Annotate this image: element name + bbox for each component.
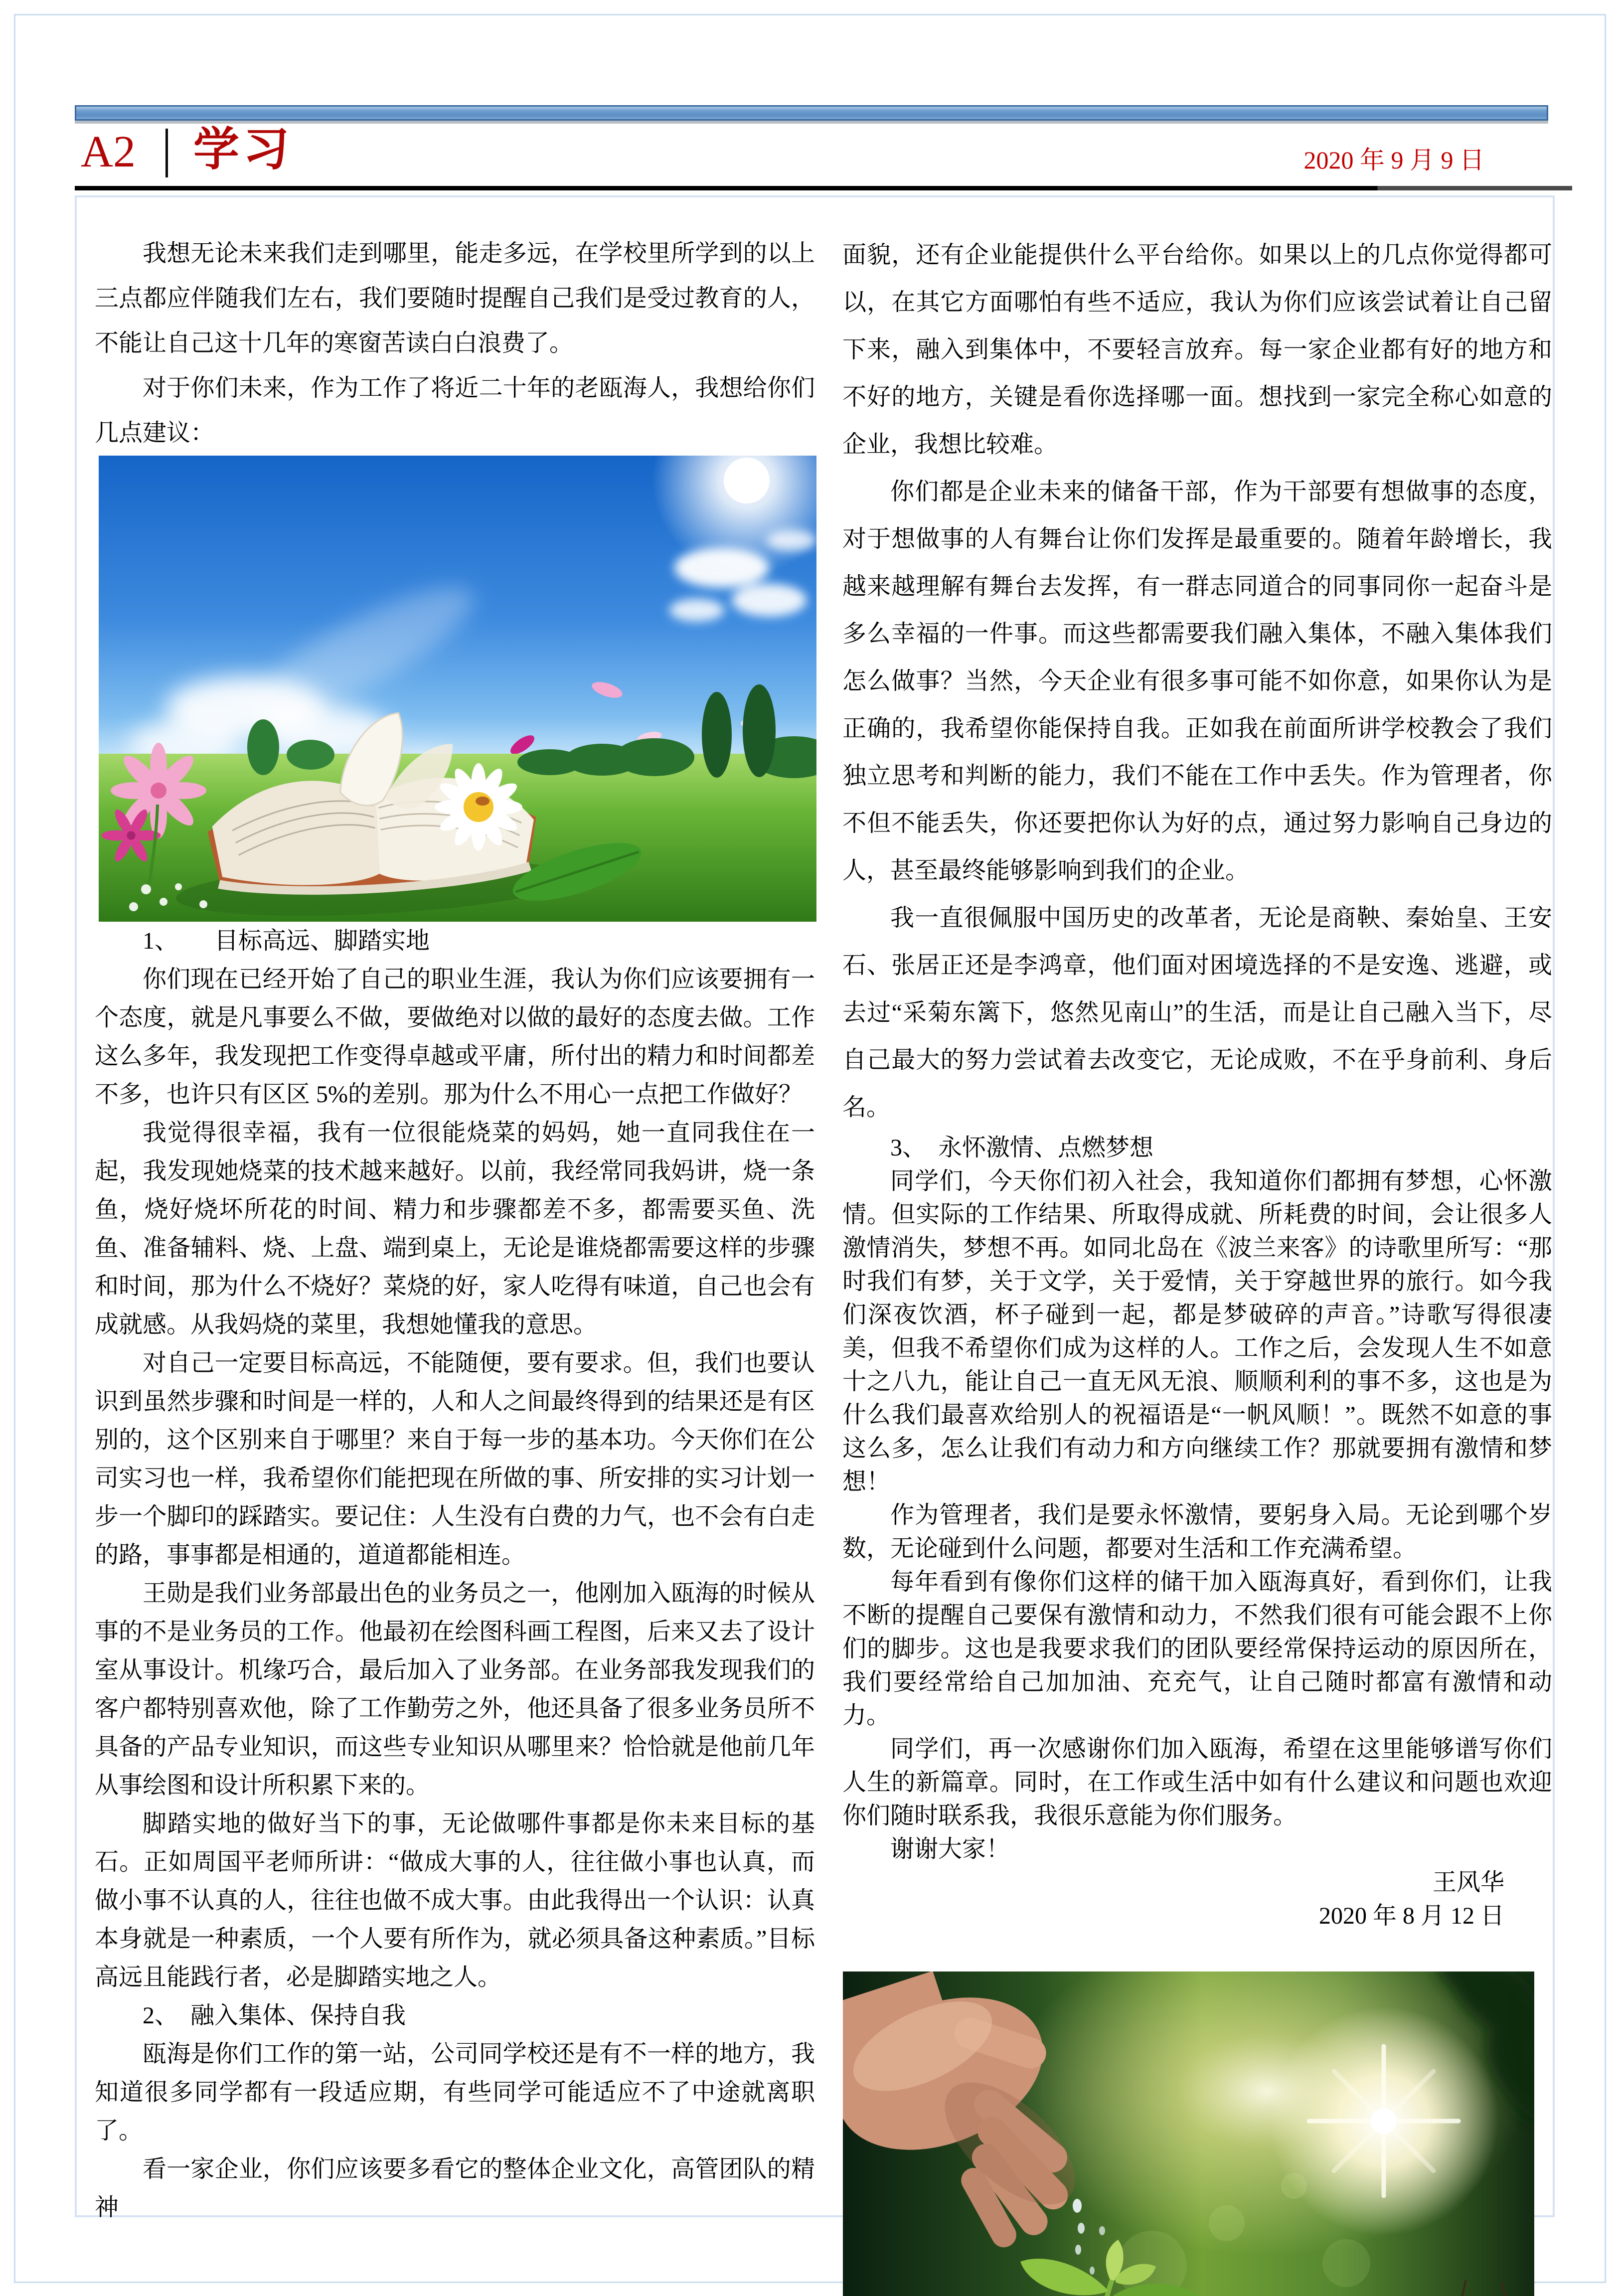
article-paragraph: 同学们，今天你们初入社会，我知道你们都拥有梦想，心怀激情。但实际的工作结果、所取得成就、所耗费的时间，会让很多人激情消失，梦想不再。如同北岛在《波兰来客》的诗歌里所写：“那时我们有梦，关于文学，关于爱情，关于穿越世界的旅行。如今我们深夜饮酒，杯子碰到一起，都是梦破碎的声音。”诗歌写得很凄美，但我不希望你们成为这样的人。工作之后，会发现人生不如意十之八九，能让自己一直无风无浪、顺顺利利的事不多，这也是为什么我们最喜欢给别人的祝福语是“一帆风顺！”。既然不如意的事这么多，怎么让我们有动力和方向继续工作？那就要拥有激情和梦想！ xyxy=(842,1168,1552,1495)
hand-watering-seedling-photo xyxy=(843,1971,1534,2296)
article-paragraph: 面貌，还有企业能提供什么平台给你。如果以上的几点你觉得都可以，在其它方面哪怕有些不适应，我认为你们应该尝试着让自己留下来，融入到集体中，不要轻言放弃。每一家企业都有好的地方和不好的地方，关键是看你选择哪一面。想找到一家完全称心如意的企业，我想比较难。 xyxy=(842,242,1552,458)
article-paragraph: 对自己一定要目标高远，不能随便，要有要求。但，我们也要认识到虽然步骤和时间是一样的，人和人之间最终得到的结果还是有区别的，这个区别来自于哪里？来自于每一步的基本功。今天你们在公司实习也一样，我希望你们能把现在所做的事、所安排的实习计划一步一个脚印的踩踏实。要记住：人生没有白费的力气，也不会有白走的路，事事都是相通的，道道都能相连。 xyxy=(95,1350,815,1568)
article-paragraph: 作为管理者，我们是要永怀激情，要躬身入局。无论到哪个岁数，无论碰到什么问题，都要对生活和工作充满希望。 xyxy=(842,1502,1552,1562)
header-rule xyxy=(75,186,1572,190)
article-paragraph: 瓯海是你们工作的第一站，公司同学校还是有不一样的地方，我知道很多同学都有一段适应期，有些同学可能适应不了中途就离职了。 xyxy=(95,2041,815,2144)
hand-watering-seedling-illustration xyxy=(843,1971,1534,2296)
title-divider xyxy=(165,129,168,177)
article-paragraph: 我想无论未来我们走到哪里，能走多远，在学校里所学到的以上三点都应伴随我们左右，我们要随时提醒自己我们是受过教育的人，不能让自己这十几年的寒窗苦读白白浪费了。 xyxy=(95,240,815,356)
article-paragraph: 我觉得很幸福，我有一位很能烧菜的妈妈，她一直同我住在一起，我发现她烧菜的技术越来越好。以前，我经常同我妈讲，烧一条鱼，烧好烧坏所花的时间、精力和步骤都差不多，都需要买鱼、洗鱼、准备辅料、烧、上盘、端到桌上，无论是谁烧都需要这样的步骤和时间，那为什么不烧好？菜烧的好，家人吃得有味道，自己也会有成就感。从我妈烧的菜里，我想她懂我的意思。 xyxy=(95,1120,815,1338)
article-paragraph: 王风华 xyxy=(1432,1869,1504,1896)
bee xyxy=(476,797,489,806)
header-title-row xyxy=(80,126,1540,185)
header-bar xyxy=(75,105,1548,121)
article-paragraph: 王勋是我们业务部最出色的业务员之一，他刚加入瓯海的时候从事的不是业务员的工作。他最初在绘图科画工程图，后来又去了设计室从事设计。机缘巧合，最后加入了业务部。在业务部我发现我们的客户都特别喜欢他，除了工作勤劳之外，他还具备了很多业务员所不具备的产品专业知识，而这些专业知识从哪里来？恰恰就是他前几年从事绘图和设计所积累下来的。 xyxy=(95,1580,815,1799)
content-box xyxy=(75,195,1555,2221)
book-meadow-photo xyxy=(99,456,816,922)
article-paragraph: 1、 目标高远、脚踏实地 xyxy=(143,928,430,954)
left-column xyxy=(95,231,815,2227)
article-paragraph: 谢谢大家！ xyxy=(890,1836,1010,1862)
left-paragraphs xyxy=(95,922,815,2227)
right-column xyxy=(842,231,1552,2296)
right-lower-paragraphs xyxy=(842,1131,1552,1933)
section-title: 学习 xyxy=(193,124,294,175)
book-meadow-illustration xyxy=(99,456,816,922)
article-paragraph: 你们都是企业未来的储备干部，作为干部要有想做事的态度，对于想做事的人有舞台让你们发挥是最重要的。随着年龄增长，我越来越理解有舞台去发挥，有一群志同道合的同事同你一起奋斗是多么幸福的一件事。而这些都需要我们融入集体，不融入集体我们怎么做事？当然，今天企业有很多事可能不如你意，如果你认为是正确的，我希望你能保持自我。正如我在前面所讲学校教会了我们独立思考和判断的能力，我们不能在工作中丢失。作为管理者，你不但不能丢失，你还要把你认为好的点，通过努力影响自己身边的人，甚至最终能够影响到我们的企业。 xyxy=(842,479,1552,884)
article-paragraph: 2020 年 8 月 12 日 xyxy=(1318,1903,1504,1929)
sun-flare xyxy=(1269,2006,1498,2236)
article-paragraph: 2、 融入集体、保持自我 xyxy=(143,2002,406,2029)
article-paragraph: 每年看到有像你们这样的储干加入瓯海真好，看到你们，让我不断的提醒自己要保有激情和动力，不然我们很有可能会跟不上你们的脚步。这也是我要求我们的团队要经常保持运动的原因所在，我们要经常给自己加加油、充充气，让自己随时都富有激情和动力。 xyxy=(842,1569,1552,1729)
article-paragraph: 同学们，再一次感谢你们加入瓯海，希望在这里能够谱写你们人生的新篇章。同时，在工作或生活中如有什么建议和问题也欢迎你们随时联系我，我很乐意能为你们服务。 xyxy=(842,1736,1552,1829)
right-upper-paragraphs xyxy=(842,231,1552,1131)
article-paragraph: 我一直很佩服中国历史的改革者，无论是商鞅、秦始皇、王安石、张居正还是李鸿章，他们面对困境选择的不是安逸、逃避，或去过“采菊东篱下，悠然见南山”的生活，而是让自己融入当下，尽自己最大的努力尝试着去改变它，无论成败，不在乎身前利、身后名。 xyxy=(842,905,1552,1121)
article-paragraph: 3、 永怀激情、点燃梦想 xyxy=(890,1135,1154,1161)
article-paragraph: 脚踏实地的做好当下的事，无论做哪件事都是你未来目标的基石。正如周国平老师所讲：“做成大事的人，往往做小事也认真，而做小事不认真的人，往往也做不成大事。由此我得出一个认识：认真本身就是一种素质，一个人要有所作为，就必须具备这种素质。”目标高远且能践行者，必是脚踏实地之人。 xyxy=(95,1810,815,1990)
article-paragraph: 你们现在已经开始了自己的职业生涯，我认为你们应该要拥有一个态度，就是凡事要么不做，要做绝对以做的最好的态度去做。工作这么多年，我发现把工作变得卓越或平庸，所付出的精力和时间都差不多，也许只有区区 5%的差别。那为什么不用心一点把工作做好？ xyxy=(95,966,815,1108)
issue-date: 2020 年 9 月 9 日 xyxy=(1303,146,1484,174)
article-paragraph: 对于你们未来，作为工作了将近二十年的老瓯海人，我想给你们几点建议： xyxy=(95,375,815,446)
left-intro-paragraphs xyxy=(95,231,815,456)
page-label: A2 xyxy=(81,127,136,176)
article-paragraph: 看一家企业，你们应该要多看它的整体企业文化，高管团队的精神 xyxy=(95,2156,815,2221)
